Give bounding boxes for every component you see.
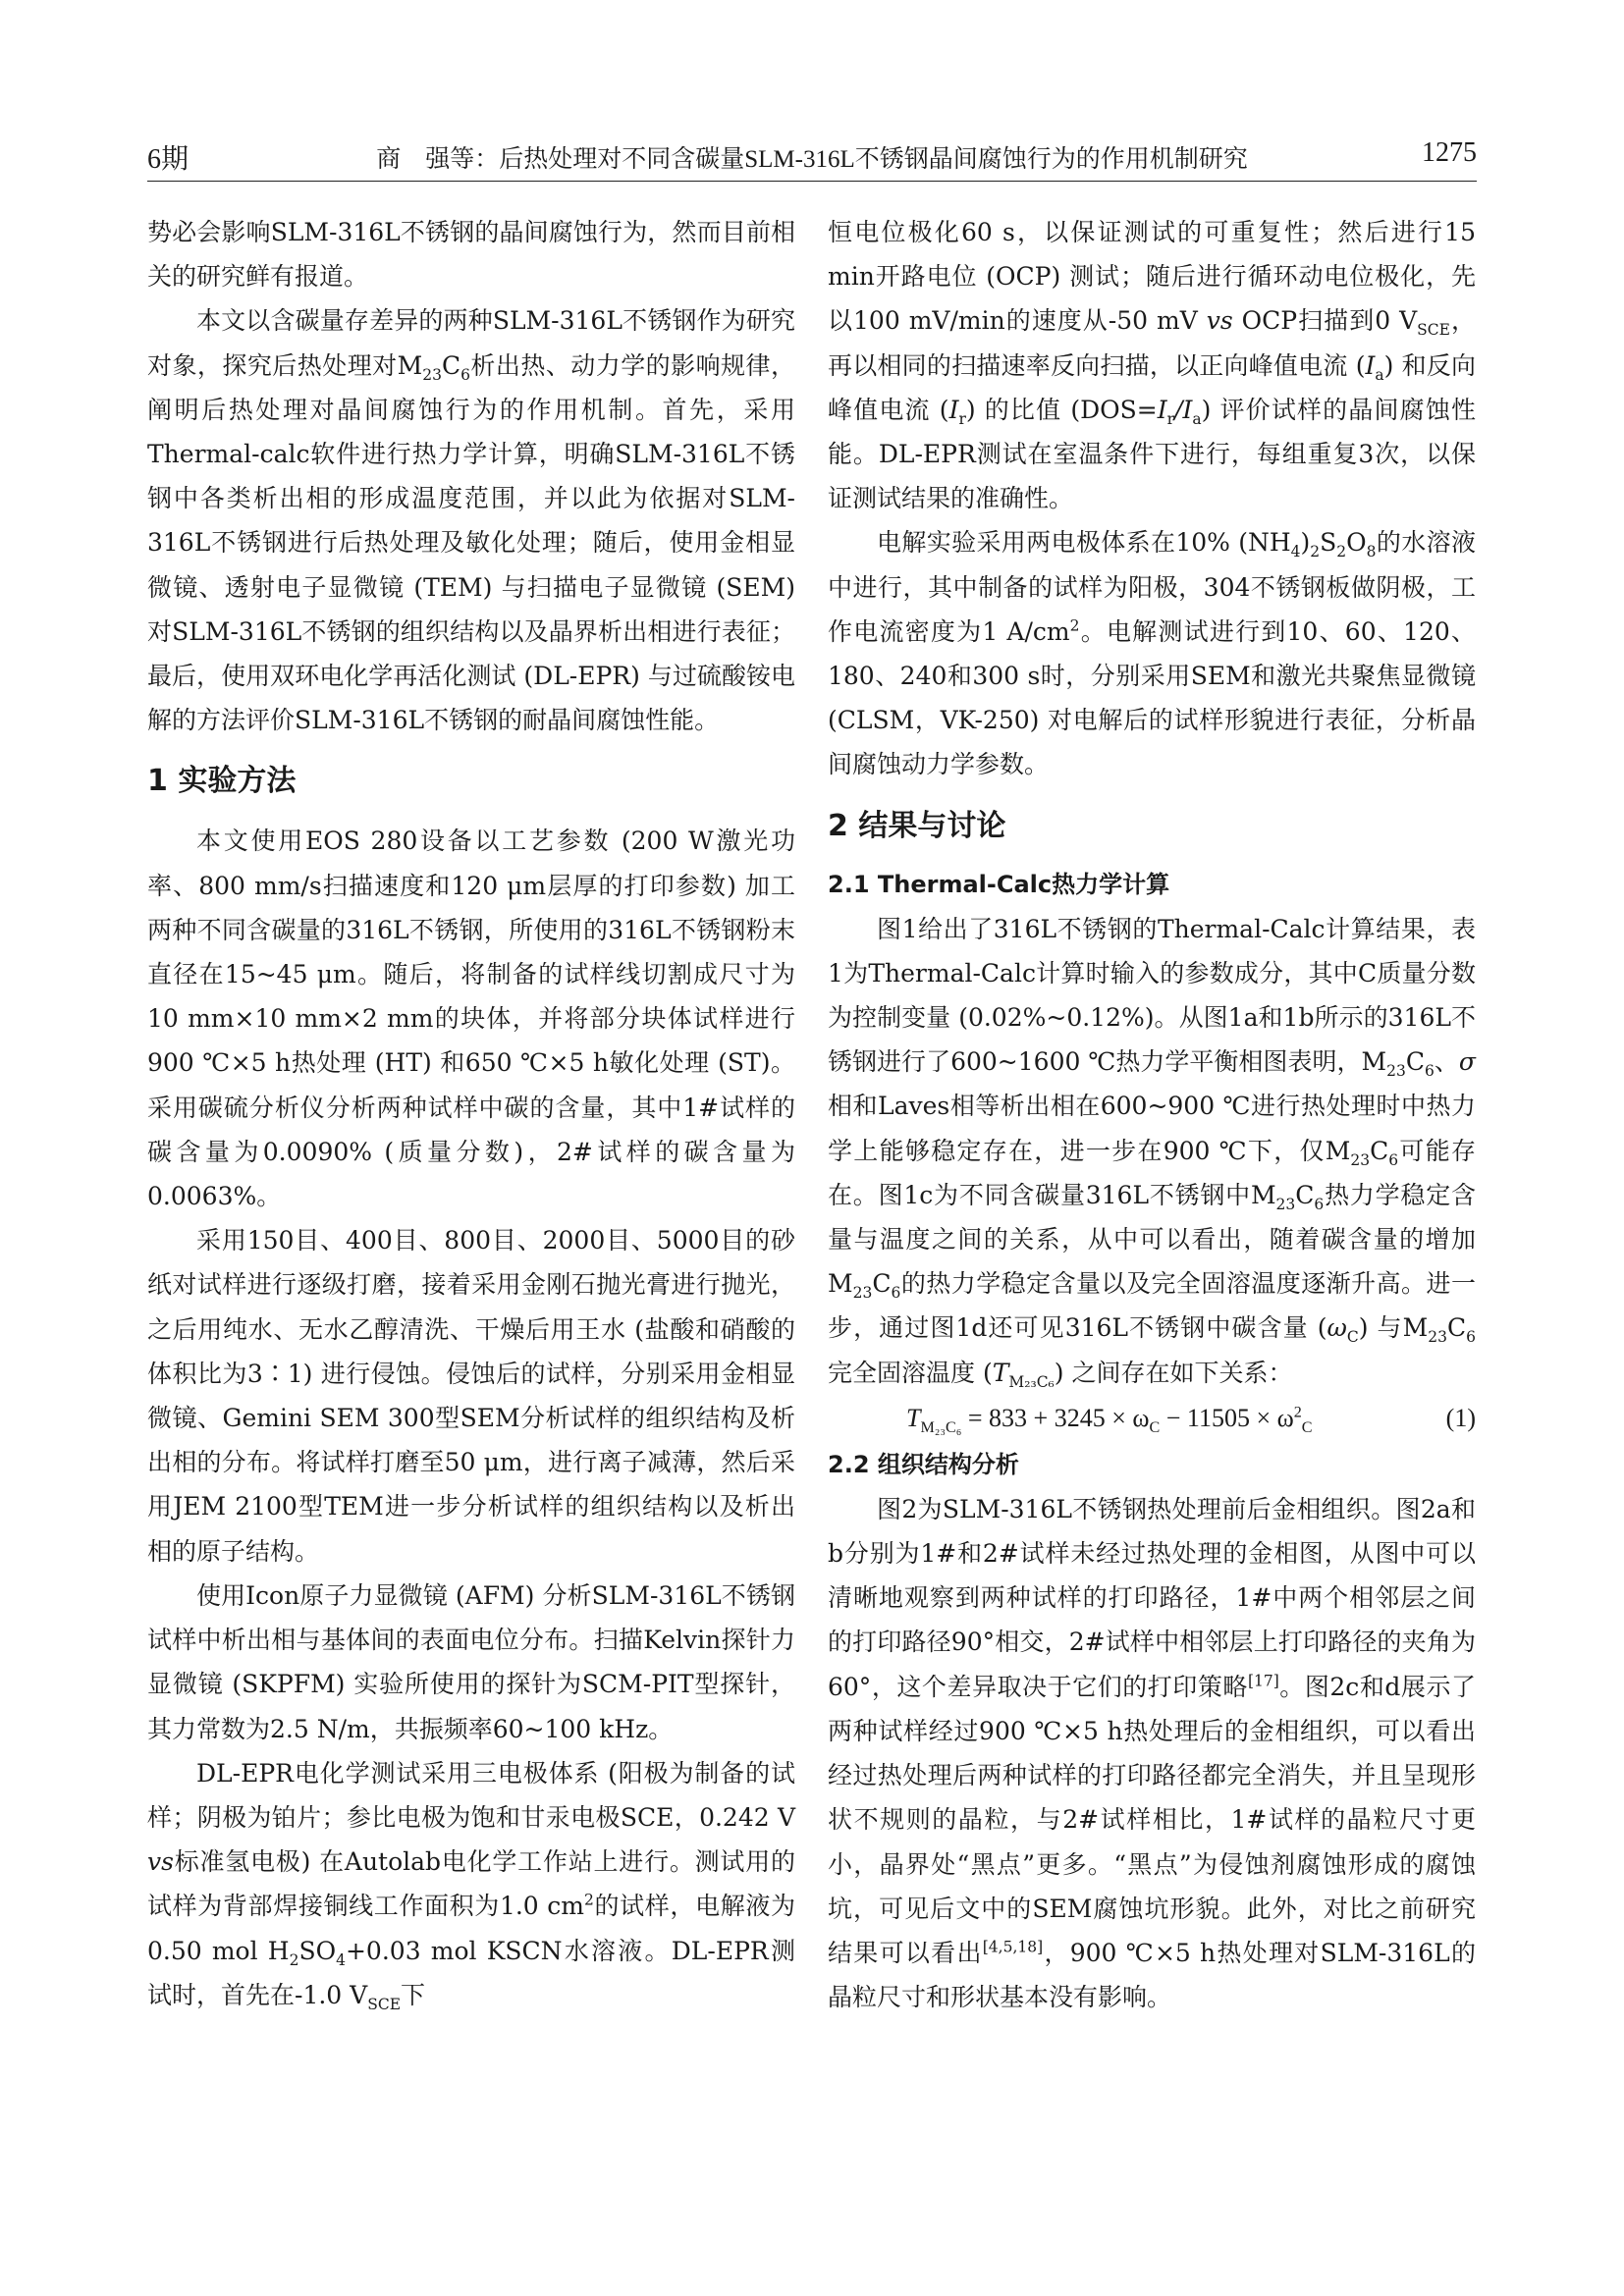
section-heading: 1 实验方法 [147,764,297,799]
issue-number: 6期 [147,144,189,175]
paragraph: 电解实验采用两电极体系在10% $(NH_4)_2S_2O_8$的水溶液中进行，其中制备的试样为阳极，304不锈钢板做阴极，工作电流密度为1 $A/cm^2$。电解测试进行到10、60、120、180、240和300 s时，分别采用SEM和激光共聚焦显微镜 (CLSM，VK-250) 对电解后的试样形貌进行表征，分析晶间腐蚀动力学参数。 [828,528,1476,779]
subsection-heading: 2.1 Thermal-Calc热力学计算 [828,870,1170,898]
paragraph: DL-EPR电化学测试采用三电极体系 (阳极为制备的试样；阴极为铂片；参比电极为饱和甘汞电极SCE，0.242 V vs标准氢电极) 在Autolab电化学工作站上进行。测试用的试样为背部焊接铜线工作面积为1.0 $cm^2$的试样，电解液为0.50 mol $H_2SO_4+0.03$ mol KSCN水溶液。DL-EPR测试时，首先在-1.0 $V_{SCE}$下 [147,1758,795,2013]
subsection-heading: 2.2 组织结构分析 [828,1450,1019,1478]
paragraph: 图1给出了316L不锈钢的Thermal-Calc计算结果，表1为Thermal-Calc计算时输入的参数成分，其中C质量分数为控制变量 (0.02%~0.12%)。从图1a和1b所示的316L不锈钢进行了600~1600 ℃热力学平衡相图表明，$M_{23}C_6$、σ相和Laves相等析出相在600~900 ℃进行热处理时中热力学上能够稳定存在，进一步在900 ℃下，仅$M_{23}C_6$可能存在。图1c为不同含碳量316L不锈钢中$M_{23}C_6$热力学稳定含量与温度之间的关系，从中可以看出，随着碳含量的增加$M_{23}C_6$的热力学稳定含量以及完全固溶温度逐渐升高。进一步，通过图1d还可见316L不锈钢中碳含量 $(\omega_C)$ 与$M_{23}C_6$完全固溶温度 $(T_{M_{23}C_6})$ 之间存在如下关系： [828,914,1476,1391]
paragraph: 本文以含碳量存差异的两种SLM-316L不锈钢作为研究对象，探究后热处理对$M_{23}C_6$析出热、动力学的影响规律，阐明后热处理对晶间腐蚀行为的作用机制。首先，采用Thermal-calc软件进行热力学计算，明确SLM-316L不锈钢中各类析出相的形成温度范围，并以此为依据对SLM-316L不锈钢进行后热处理及敏化处理；随后，使用金相显微镜、透射电子显微镜 (TEM) 与扫描电子显微镜 (SEM) 对SLM-316L不锈钢的组织结构以及晶界析出相进行表征；最后，使用双环电化学再活化测试 (DL-EPR) 与过硫酸铵电解的方法评价SLM-316L不锈钢的耐晶间腐蚀性能。 [147,306,795,735]
running-title: 商 强等：后热处理对不同含碳量SLM-316L不锈钢晶间腐蚀行为的作用机制研究 [376,146,1248,173]
paragraph: 恒电位极化60 s，以保证测试的可重复性；然后进行15 min开路电位 (OCP) 测试；随后进行循环动电位极化，先以100 mV/min的速度从-50 mV vs OCP扫描到0 $V_{SCE}$，再以相同的扫描速率反向扫描，以正向峰值电流 $(I_a)$ 和反向峰值电流 $(I_r)$ 的比值 $(DOS=I_r/I_a)$ 评价试样的晶间腐蚀性能。DL-EPR测试在室温条件下进行，每组重复3次，以保证测试结果的准确性。 [828,218,1477,513]
right-column [828,210,1476,2019]
paragraph: 图2为SLM-316L不锈钢热处理前后金相组织。图2a和b分别为1#和2#试样未经过热处理的金相图，从图中可以清晰地观察到两种试样的打印路径，1#中两个相邻层之间的打印路径90°相交，2#试样中相邻层上打印路径的夹角为60°，这个差异取决于它们的打印策略[17]。图2c和d展示了两种试样经过900 ℃×5 h热处理后的金相组织，可以看出经过热处理后两种试样的打印路径都完全消失，并且呈现形状不规则的晶粒，与2#试样相比，1#试样的晶粒尺寸更小，晶界处“黑点”更多。“黑点”为侵蚀剂腐蚀形成的腐蚀坑，可见后文中的SEM腐蚀坑形貌。此外，对比之前研究结果可以看出[4,5,18]，900 ℃×5 h热处理对SLM-316L的晶粒尺寸和形状基本没有影响。 [828,1494,1476,2012]
left-column [147,210,795,2017]
equation-body: $T_{M_{23}C_6} = 833 + 3245 \times \omega_C - 11505 \times \omega^2_C$ [906,1403,1313,1437]
equation-number: (1) [1445,1403,1476,1432]
citation: [17] [1247,1672,1279,1690]
equation-1 [828,1395,1476,1442]
citation: [4,5,18] [982,1938,1044,1956]
page-number: 1275 [1422,137,1477,168]
running-header [147,137,1477,182]
paragraph: 势必会影响SLM-316L不锈钢的晶间腐蚀行为，然而目前相关的研究鲜有报道。 [147,218,795,292]
section-heading: 2 结果与讨论 [828,808,1006,843]
paragraph: 本文使用EOS 280设备以工艺参数 (200 W激光功率、800 mm/s扫描速度和120 μm层厚的打印参数) 加工两种不同含碳量的316L不锈钢，所使用的316L不锈钢粉末直径在15~45 μm。随后，将制备的试样线切割成尺寸为10 mm×10 mm×2 mm的块体，并将部分块体试样进行900 ℃×5 h热处理 (HT) 和650 ℃×5 h敏化处理 (ST)。采用碳硫分析仪分析两种试样中碳的含量，其中1#试样的碳含量为0.0090% (质量分数)，2#试样的碳含量为0.0063%。 [147,827,796,1211]
paragraph: 采用150目、400目、800目、2000目、5000目的砂纸对试样进行逐级打磨，接着采用金刚石抛光膏进行抛光，之后用纯水、无水乙醇清洗、干燥后用王水 (盐酸和硝酸的体积比为3∶1) 进行侵蚀。侵蚀后的试样，分别采用金相显微镜、Gemini SEM 300型SEM分析试样的组织结构及析出相的分布。将试样打磨至50 μm，进行离子减薄，然后采用JEM 2100型TEM进一步分析试样的组织结构以及析出相的原子结构。 [147,1226,795,1566]
paragraph: 使用Icon原子力显微镜 (AFM) 分析SLM-316L不锈钢试样中析出相与基体间的表面电位分布。扫描Kelvin探针力显微镜 (SKPFM) 实验所使用的探针为SCM-PIT型探针，其力常数为2.5 N/m，共振频率60~100 kHz。 [147,1580,795,1743]
